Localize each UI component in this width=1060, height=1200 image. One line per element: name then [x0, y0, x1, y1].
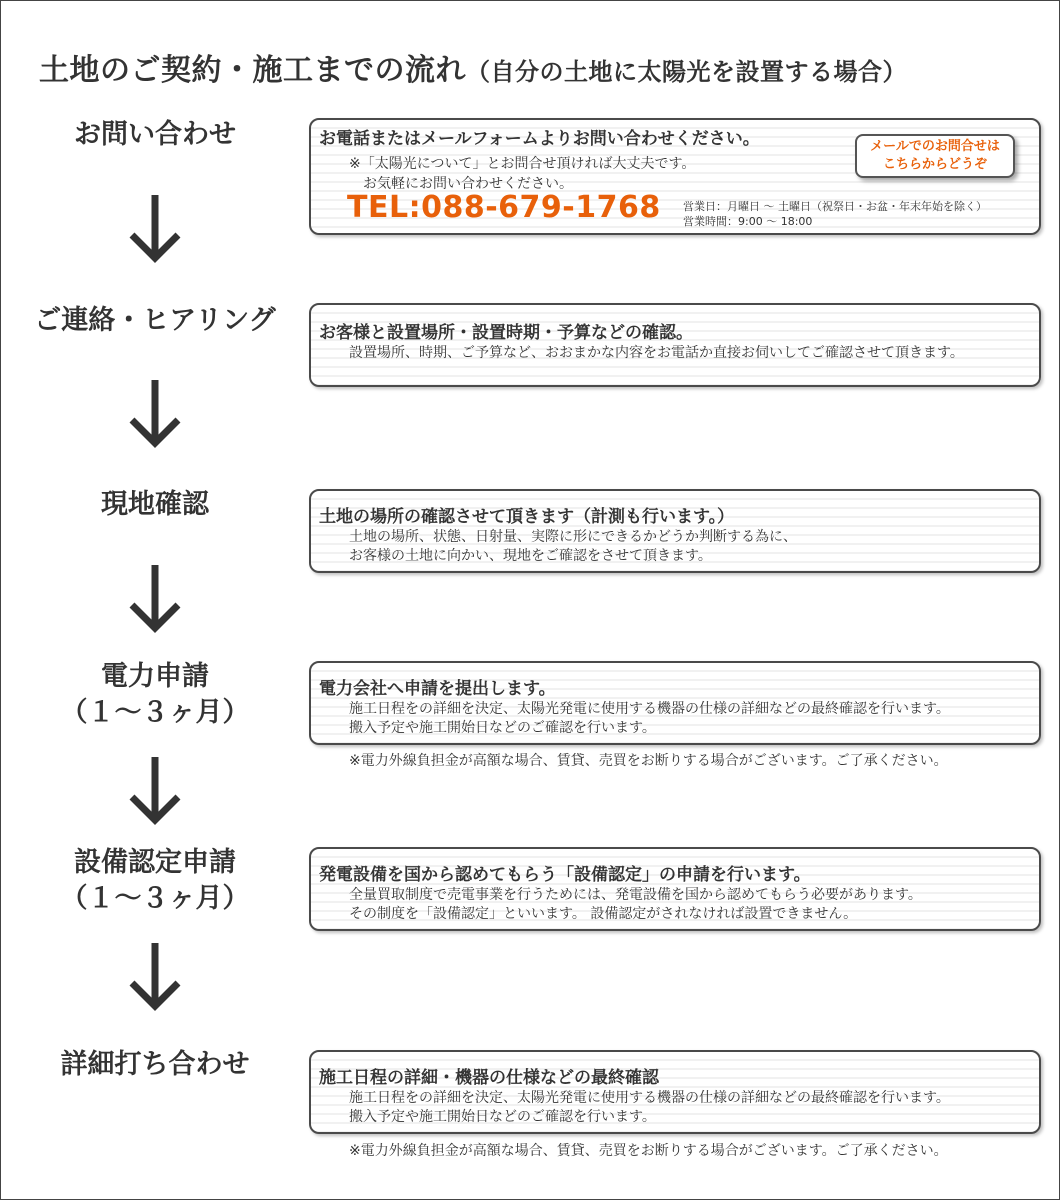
page-title-sub: （自分の土地に太陽光を設置する場合） [466, 58, 907, 86]
step-box-line: その制度を「設備認定」といいます。 設備認定がされなければ設置できません。 [349, 906, 858, 922]
step-box-detailed-meeting [309, 1050, 1041, 1134]
step-label-site-check: 現地確認 [101, 489, 209, 520]
step-box-line: ※「太陽光について」とお問合せ頂ければ大丈夫です。 [349, 156, 696, 172]
step-box-line: 全量買取制度で売電事業を行うためには、発電設備を国から認めてもらう必要があります。 [349, 887, 922, 903]
arrow-down-icon [128, 941, 182, 1011]
step-box-title: 施工日程の詳細・機器の仕様などの最終確認 [319, 1068, 659, 1088]
step-box-inquiry [309, 118, 1041, 235]
step-box-line: 施工日程をの詳細を決定、太陽光発電に使用する機器の仕様の詳細などの最終確認を行います。 [349, 701, 950, 717]
step-box-title: 発電設備を国から認めてもらう「設備認定」の申請を行います。 [319, 865, 811, 885]
step-box-title: 土地の場所の確認させて頂きます（計測も行います。） [319, 507, 735, 527]
step-box-line: お客様の土地に向かい、現地をご確認をさせて頂きます。 [349, 548, 712, 564]
page-title-main: 土地のご契約・施工までの流れ [39, 53, 466, 88]
step-box-line: 設置場所、時期、ご予算など、おおまかな内容をお電話か直接お伺いしてご確認させて頂きます。 [349, 345, 964, 361]
step-box-title: 電力会社へ申請を提出します。 [319, 679, 556, 699]
step-label-detailed-meeting: 詳細打ち合わせ [60, 1049, 250, 1080]
business-days: 営業日：月曜日 ～ 土曜日（祝祭日・お盆・年末年始を除く） [683, 200, 987, 213]
step-label-inquiry: お問い合わせ [74, 119, 236, 150]
step-note: ※電力外線負担金が高額な場合、賃貸、売買をお断りする場合がございます。ご了承ください。 [349, 1143, 948, 1159]
arrow-down-icon [128, 755, 182, 825]
step-label-equipment-certification: 設備認定申請 （１～３ヶ月） [60, 847, 250, 914]
arrow-down-icon [128, 193, 182, 263]
mail-button-line: メールでのお問合せは [870, 139, 1000, 154]
phone-number[interactable]: TEL:088-679-1768 [347, 190, 661, 225]
mail-button-line: こちらからどうぞ [882, 157, 987, 172]
page-title [39, 45, 907, 89]
step-box-line: お気軽にお問い合わせください。 [363, 176, 573, 192]
step-box-power-application [309, 661, 1041, 745]
step-box-site-check [309, 489, 1041, 573]
step-box-line: 施工日程をの詳細を決定、太陽光発電に使用する機器の仕様の詳細などの最終確認を行います。 [349, 1090, 950, 1106]
step-box-line: 土地の場所、状態、日射量、実際に形にできるかどうか判断する為に、 [349, 529, 797, 545]
step-label-power-application: 電力申請 （１～３ヶ月） [60, 661, 250, 728]
step-box-equipment-certification [309, 847, 1041, 931]
mail-inquiry-button[interactable] [855, 134, 1015, 178]
arrow-down-icon [128, 563, 182, 633]
step-box-line: 搬入予定や施工開始日などのご確認を行います。 [349, 1109, 656, 1125]
step-box-title: お客様と設置場所・設置時期・予算などの確認。 [319, 323, 693, 343]
step-label-hearing: ご連絡・ヒアリング [34, 305, 276, 336]
step-box-hearing [309, 303, 1041, 387]
business-hours: 営業時間：9:00 ～ 18:00 [683, 215, 813, 228]
step-box-title: お電話またはメールフォームよりお問い合わせください。 [319, 129, 760, 149]
arrow-down-icon [128, 378, 182, 448]
step-box-line: 搬入予定や施工開始日などのご確認を行います。 [349, 720, 656, 736]
step-note: ※電力外線負担金が高額な場合、賃貸、売買をお断りする場合がございます。ご了承ください。 [349, 753, 948, 769]
